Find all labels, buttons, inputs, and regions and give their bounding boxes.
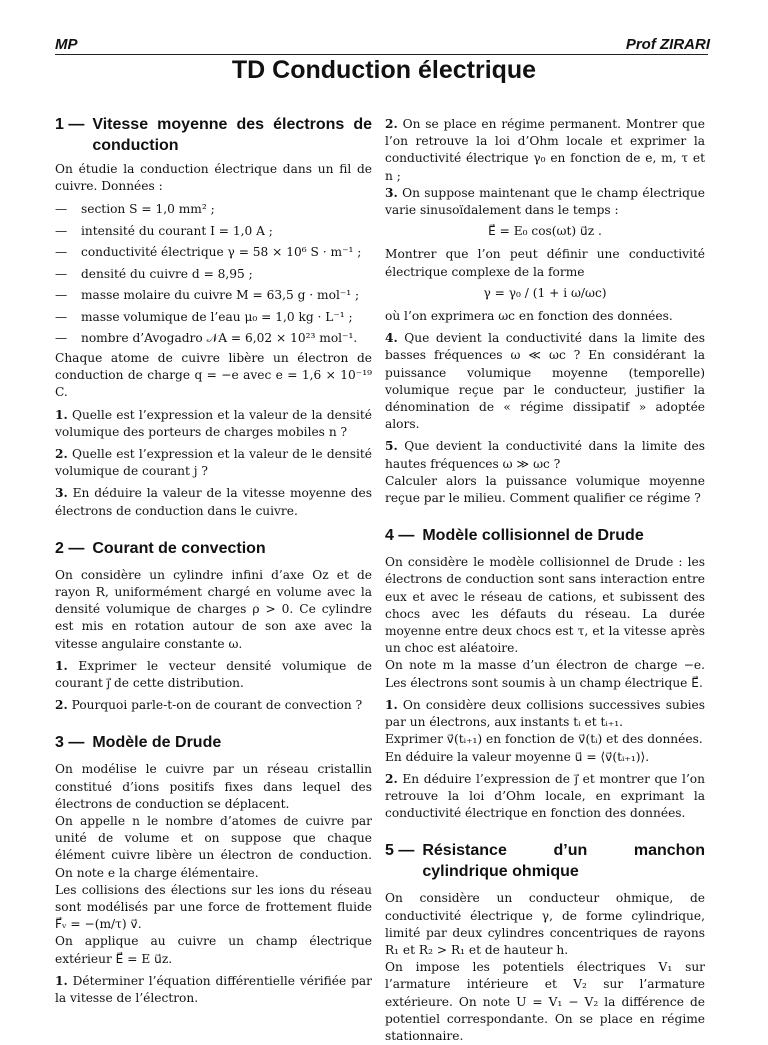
- list-item-text: nombre d’Avogadro 𝒩A = 6,02 × 10²³ mol⁻¹.: [81, 331, 358, 346]
- question: [385, 330, 705, 433]
- question-text: On se place en régime permanent. Montrer que l’on retrouve la loi d’Ohm locale et exprimer la conductivité électrique γ₀ en fonction de e, m, τ et n ;: [385, 117, 705, 183]
- paragraph: On applique au cuivre un champ électrique extérieur E⃗ = E u⃗z.: [55, 934, 372, 966]
- question: [55, 407, 372, 441]
- section-number: 3 —: [55, 734, 85, 752]
- list-dash: —: [55, 202, 68, 217]
- question-number: 3.: [385, 185, 398, 200]
- list-item-text: densité du cuivre d = 8,95 ;: [81, 266, 253, 281]
- question-text: On considère deux collisions successives subies par un électrons, aux instants tᵢ et tᵢ₊₁.: [385, 697, 705, 730]
- question: [55, 446, 372, 480]
- question: [55, 697, 372, 714]
- question: [55, 658, 372, 692]
- paragraph: Exprimer v⃗(tᵢ₊₁) en fonction de v⃗(tᵢ) et des données.: [385, 732, 703, 747]
- section-5-heading: [385, 840, 705, 882]
- section-title: Courant de convection: [92, 539, 266, 557]
- question-text: En déduire la valeur de la vitesse moyenne des électrons de conduction dans le cuivre.: [55, 486, 373, 518]
- list-dash: —: [55, 266, 68, 281]
- list-item-text: section S = 1,0 mm² ;: [81, 202, 215, 217]
- section-2-heading: [55, 538, 372, 559]
- question: [55, 973, 372, 1007]
- question: [385, 697, 705, 731]
- paragraph: On considère un cylindre infini d’axe Oz et de rayon R, uniformément chargé en volume avec la densité volumique de charges ρ > 0. Ce cylindre est mis en rotation autour de son axe avec la vitesse angulaire constante ω.: [55, 567, 372, 651]
- section-title: Vitesse moyenne des électrons de conduction: [92, 116, 372, 154]
- left-column: [55, 114, 372, 1007]
- list-item: [55, 199, 372, 221]
- paragraph: On appelle n le nombre d’atomes de cuivre par unité de volume et on suppose que chaque élément cuivre libère un électron de conduction. On note e la charge élémentaire.: [55, 813, 372, 880]
- section-number: 1 —: [55, 116, 85, 133]
- paragraph: On note m la masse d’un électron de charge −e. Les électrons sont soumis à un champ électrique E⃗.: [385, 658, 705, 690]
- question-number: 1.: [55, 973, 68, 988]
- equation: E⃗ = E₀ cos(ωt) u⃗z .: [488, 224, 602, 239]
- question: [385, 185, 705, 219]
- section-number: 4 —: [385, 527, 415, 545]
- paragraph: En déduire la valeur moyenne u⃗ = ⟨v⃗(tᵢ₊₁)⟩.: [385, 749, 650, 764]
- header-author: Prof ZIRARI: [625, 36, 710, 53]
- equation: γ = γ₀ / (1 + i ω/ωc): [483, 285, 607, 300]
- question-number: 2.: [385, 117, 398, 131]
- paragraph: Les collisions des élections sur les ions du réseau sont modélisés par une force de frottement fluide F⃗ᵥ = −(m/τ) v⃗.: [55, 882, 372, 932]
- section-1-heading: [55, 114, 372, 156]
- question: [55, 485, 372, 519]
- list-item: [55, 285, 372, 307]
- paragraph: On impose les potentiels électriques V₁ sur l’armature intérieure et V₂ sur l’armature extérieure. On note U = V₁ − V₂ la différence de potentiel correspondante. On se place en régime stationnaire.: [385, 960, 705, 1043]
- header-rule: [55, 54, 708, 55]
- section-3-heading: [55, 732, 372, 753]
- paragraph: On considère le modèle collisionnel de Drude : les électrons de conduction sont sans interaction entre eux et avec le réseau de cations, et subissent des chocs avec les défauts du réseau. La durée moyenne entre deux chocs est τ, et la vitesse après un choc est aléatoire.: [385, 555, 705, 656]
- list-item: [55, 221, 372, 243]
- list-item-text: masse molaire du cuivre M = 63,5 g · mol⁻¹ ;: [81, 288, 360, 303]
- paragraph: On considère un conducteur ohmique, de conductivité électrique γ, de forme cylindrique, limité par deux cylindres concentriques de rayons R₁ et R₂ > R₁ et de hauteur h.: [385, 891, 705, 957]
- list-dash: —: [55, 288, 68, 303]
- question-text: Quelle est l’expression et la valeur de le densité volumique de courant j ?: [55, 446, 373, 479]
- paragraph: Chaque atome de cuivre libère un électron de conduction de charge q = −e avec e = 1,6 × 10⁻¹⁹ C.: [55, 350, 372, 400]
- question-number: 3.: [55, 486, 68, 501]
- section-number: 2 —: [55, 539, 85, 557]
- list-item-text: intensité du courant I = 1,0 A ;: [81, 223, 273, 238]
- list-item-text: conductivité électrique γ = 58 × 10⁶ S · m⁻¹ ;: [81, 245, 362, 260]
- section-number: 5 —: [385, 842, 415, 860]
- question: [385, 116, 705, 185]
- question-number: 2.: [55, 698, 68, 713]
- question-text: Que devient la conductivité dans la limite des hautes fréquences ω ≫ ωc ?: [385, 439, 705, 471]
- question-text: Exprimer le vecteur densité volumique de courant j⃗ de cette distribution.: [55, 658, 372, 690]
- header-class: MP: [55, 36, 78, 53]
- question: [385, 771, 705, 823]
- page-title: TD Conduction électrique: [231, 56, 537, 84]
- question-text: Quelle est l’expression et la valeur de la densité volumique des porteurs de charges mobiles n ?: [55, 407, 372, 439]
- right-column: [385, 116, 705, 1045]
- question-number: 2.: [55, 446, 68, 461]
- question-number: 1.: [55, 407, 68, 422]
- list-dash: —: [55, 223, 68, 238]
- section-4-heading: [385, 525, 705, 546]
- paragraph: Montrer que l’on peut définir une conductivité électrique complexe de la forme: [385, 247, 705, 279]
- question-number: 5.: [385, 439, 398, 454]
- list-dash: —: [55, 331, 68, 346]
- list-item-text: masse volumique de l’eau μ₀ = 1,0 kg · L⁻¹ ;: [81, 309, 353, 324]
- question-text: Pourquoi parle-t-on de courant de convection ?: [71, 698, 363, 713]
- paragraph: On étudie la conduction électrique dans un fil de cuivre. Données :: [55, 162, 372, 194]
- paragraph: On modélise le cuivre par un réseau cristallin constitué d’ions positifs fixes dans lequel des électrons de conduction se déplacent.: [55, 762, 372, 811]
- section-title: Résistance d’un manchon cylindrique ohmique: [422, 842, 705, 881]
- question-number: 1.: [55, 658, 68, 673]
- question-number: 2.: [385, 771, 398, 786]
- list-item: [55, 307, 372, 329]
- question-number: 4.: [385, 331, 398, 346]
- list-item: [55, 328, 372, 350]
- question-number: 1.: [385, 697, 398, 712]
- list-item: [55, 242, 372, 264]
- section-title: Modèle collisionnel de Drude: [422, 527, 644, 545]
- question-text: On suppose maintenant que le champ électrique varie sinusoïdalement dans le temps :: [385, 185, 706, 218]
- paragraph: Calculer alors la puissance volumique moyenne reçue par le milieu. Comment qualifier ce régime ?: [385, 473, 705, 506]
- question: [385, 438, 705, 472]
- question-text: Que devient la conductivité dans la limite des basses fréquences ω ≪ ωc ? En considérant la puissance volumique moyenne (temporelle) volumique reçue par le conducteur, justifier la dénomination de « régime dissipatif » adoptée alors.: [385, 331, 705, 432]
- paragraph: où l’on exprimera ωc en fonction des données.: [385, 309, 673, 324]
- data-list: [55, 199, 372, 350]
- question-text: En déduire l’expression de j⃗ et montrer que l’on retrouve la loi d’Ohm locale, en exprimant la conductivité électrique en fonction des données.: [385, 771, 705, 821]
- section-title: Modèle de Drude: [92, 734, 222, 752]
- list-dash: —: [55, 245, 68, 260]
- question-text: Déterminer l’équation différentielle vérifiée par la vitesse de l’électron.: [55, 973, 372, 1005]
- list-dash: —: [55, 309, 68, 324]
- list-item: [55, 264, 372, 286]
